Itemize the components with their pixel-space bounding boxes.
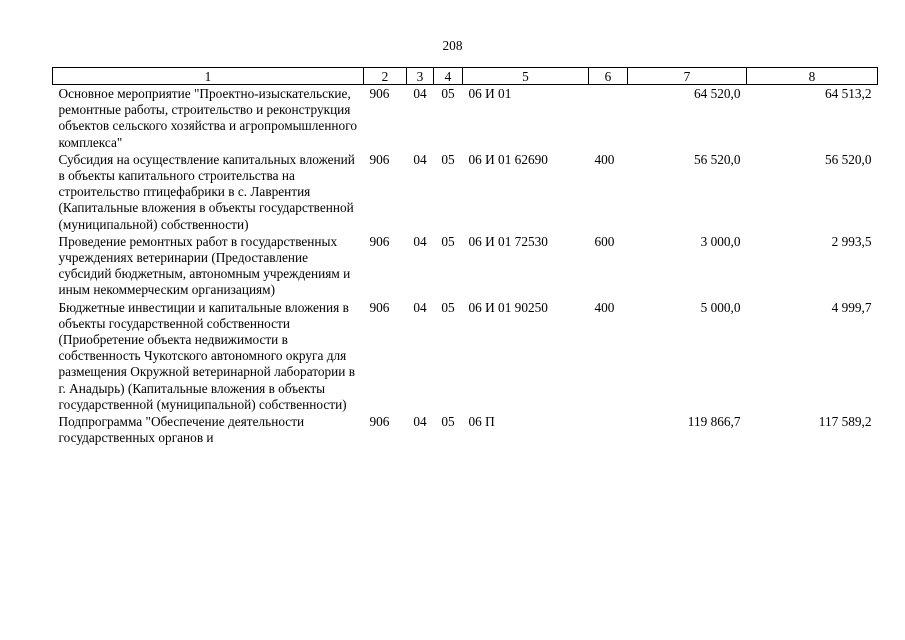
- subsection-code: 05: [441, 151, 455, 167]
- column-header: 8: [747, 68, 878, 85]
- row-name: Проведение ремонтных работ в государственных учреждениях ветеринарии (Предоставление субсидий бюджетным, автономным учреждениям и иным некоммерческим организациям): [58, 233, 351, 298]
- type-code: [589, 85, 628, 151]
- sum-approved: 64 520,0: [693, 86, 741, 101]
- subsection-code: 05: [441, 299, 455, 315]
- sum-approved: 3 000,0: [700, 233, 741, 249]
- ministry-code: 906: [369, 299, 390, 315]
- row-name: Основное мероприятие "Проектно-изыскательские, ремонтные работы, строительство и реконструкция объектов сельского хозяйства и агропромышленного комплекса": [58, 86, 357, 150]
- column-header: 1: [53, 68, 364, 85]
- sum-executed: 117 589,2: [818, 414, 872, 430]
- column-header: 2: [364, 68, 407, 85]
- sum-approved: 119 866,7: [687, 414, 741, 430]
- column-header: 4: [434, 68, 463, 85]
- sum-approved: 5 000,0: [700, 299, 741, 315]
- table-row: [53, 85, 878, 151]
- type-code: [589, 413, 628, 446]
- table-row: [53, 299, 878, 413]
- table-row: [53, 233, 878, 299]
- column-header: 3: [407, 68, 434, 85]
- row-name: Субсидия на осуществление капитальных вложений в объекты капитального строительства на строительство птицефабрики в с. Лаврентия (Капитальные вложения в объекты государственной (муниципальной) собственности): [58, 151, 355, 232]
- page-number: 208: [442, 38, 463, 53]
- subsection-code: 05: [441, 86, 455, 101]
- sum-executed: 2 993,5: [831, 233, 872, 249]
- ministry-code: 906: [369, 414, 390, 430]
- ministry-code: 906: [369, 86, 390, 101]
- subsection-code: 05: [441, 414, 455, 430]
- sum-executed: 4 999,7: [831, 299, 872, 315]
- table-row: [53, 151, 878, 233]
- row-name: Бюджетные инвестиции и капитальные вложения в объекты государственной собственности (Приобретение объекта недвижимости в собственность Чукотского автономного округа для размещения Окружной ветеринарной лаборатории в г. Анадырь) (Капитальные вложения в объекты государственной (муниципальной) собственности): [58, 299, 356, 412]
- column-header: 7: [628, 68, 747, 85]
- table-header-row: [53, 68, 878, 85]
- table-row: [53, 413, 878, 446]
- budget-table: [52, 67, 878, 446]
- column-header: 6: [589, 68, 628, 85]
- sum-executed: 56 520,0: [824, 151, 872, 167]
- ministry-code: 906: [369, 151, 390, 167]
- target-code: 06 И 01 72530: [468, 233, 548, 249]
- target-code: 06 И 01 90250: [468, 299, 548, 315]
- target-code: 06 И 01 62690: [468, 151, 548, 167]
- target-code: 06 И 01: [468, 86, 512, 101]
- section-code: 04: [413, 299, 427, 315]
- row-name: Подпрограмма "Обеспечение деятельности государственных органов и: [58, 414, 305, 446]
- section-code: 04: [413, 233, 427, 249]
- subsection-code: 05: [441, 233, 455, 249]
- type-code: 400: [594, 299, 615, 315]
- sum-executed: 64 513,2: [824, 86, 872, 101]
- section-code: 04: [413, 414, 427, 430]
- target-code: 06 П: [468, 414, 495, 430]
- sum-approved: 56 520,0: [693, 151, 741, 167]
- section-code: 04: [413, 86, 427, 101]
- type-code: 400: [594, 151, 615, 167]
- type-code: 600: [594, 233, 615, 249]
- column-header: 5: [463, 68, 589, 85]
- section-code: 04: [413, 151, 427, 167]
- ministry-code: 906: [369, 233, 390, 249]
